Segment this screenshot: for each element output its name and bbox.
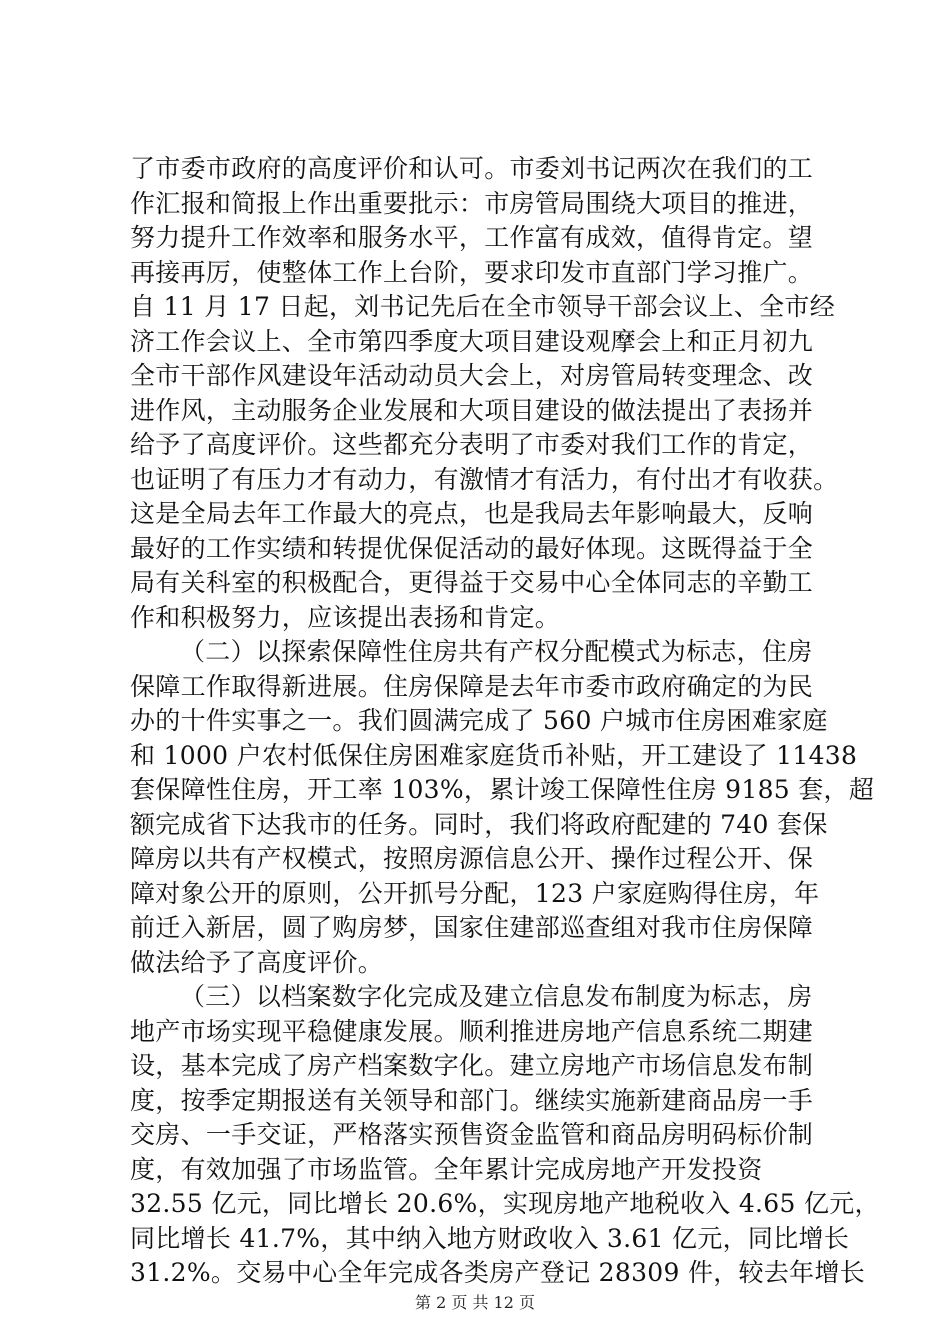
text-line: 32.55 亿元，同比增长 20.6%，实现房地产地税收入 4.65 亿元， [130, 1189, 880, 1218]
body-text [130, 152, 880, 1291]
text-line: 障对象公开的原则，公开抓号分配，123 户家庭购得住房，年 [130, 878, 820, 908]
text-line: 作和积极努力，应该提出表扬和肯定。 [130, 602, 561, 632]
text-line: 这是全局去年工作最大的亮点，也是我局去年影响最大，反响 [130, 499, 814, 528]
text-line: 同比增长 41.7%，其中纳入地方财政收入 3.61 亿元，同比增长 [130, 1223, 850, 1253]
text-line: 度，按季定期报送有关领导和部门。继续实施新建商品房一手 [130, 1085, 814, 1115]
page-footer: 第 2 页 共 12 页 [415, 1293, 535, 1312]
text-line: 套保障性住房，开工率 103%，累计竣工保障性住房 9185 套，超 [130, 775, 875, 804]
text-line: 作汇报和简报上作出重要批示：市房管局围绕大项目的推进， [130, 188, 814, 218]
text-line: 全市干部作风建设年活动动员大会上，对房管局转变理念、改 [130, 361, 814, 390]
text-line: 设，基本完成了房产档案数字化。建立房地产市场信息发布制 [130, 1051, 814, 1080]
text-line: 济工作会议上、全市第四季度大项目建设观摩会上和正月初九 [130, 326, 814, 356]
text-line: 努力提升工作效率和服务水平，工作富有成效，值得肯定。望 [130, 223, 814, 252]
text-line: 进作风，主动服务企业发展和大项目建设的做法提出了表扬并 [130, 395, 814, 425]
text-line: 给予了高度评价。这些都充分表明了市委对我们工作的肯定， [130, 430, 814, 459]
text-line: 自 11 月 17 日起，刘书记先后在全市领导干部会议上、全市经 [130, 292, 836, 321]
text-line: 和 1000 户农村低保住房困难家庭货币补贴，开工建设了 11438 [130, 740, 858, 770]
text-line: 前迁入新居，圆了购房梦，国家住建部巡查组对我市住房保障 [130, 913, 814, 942]
text-line: （二）以探索保障性住房共有产权分配模式为标志，住房 [180, 637, 813, 666]
text-line: 最好的工作实绩和转提优保促活动的最好体现。这既得益于全 [130, 533, 814, 563]
text-line: （三）以档案数字化完成及建立信息发布制度为标志，房 [180, 982, 813, 1011]
text-line: 了市委市政府的高度评价和认可。市委刘书记两次在我们的工 [130, 154, 814, 183]
text-line: 度，有效加强了市场监管。全年累计完成房地产开发投资 [130, 1154, 763, 1184]
text-line: 做法给予了高度评价。 [130, 947, 384, 977]
text-line: 障房以共有产权模式，按照房源信息公开、操作过程公开、保 [130, 844, 814, 873]
text-line: 地产市场实现平稳健康发展。顺利推进房地产信息系统二期建 [130, 1016, 814, 1046]
text-line: 也证明了有压力才有动力，有激情才有活力，有付出才有收获。 [130, 464, 839, 494]
text-line: 额完成省下达我市的任务。同时，我们将政府配建的 740 套保 [130, 809, 828, 839]
text-line: 办的十件实事之一。我们圆满完成了 560 户城市住房困难家庭 [130, 706, 828, 735]
text-line: 31.2%。交易中心全年完成各类房产登记 28309 件，较去年增长 [130, 1258, 866, 1287]
text-line: 交房、一手交证，严格落实预售资金监管和商品房明码标价制 [130, 1120, 814, 1149]
text-line: 局有关科室的积极配合，更得益于交易中心全体同志的辛勤工 [130, 568, 814, 597]
text-line: 再接再厉，使整体工作上台阶，要求印发市直部门学习推广。 [130, 257, 814, 287]
text-line: 保障工作取得新进展。住房保障是去年市委市政府确定的为民 [130, 671, 814, 701]
